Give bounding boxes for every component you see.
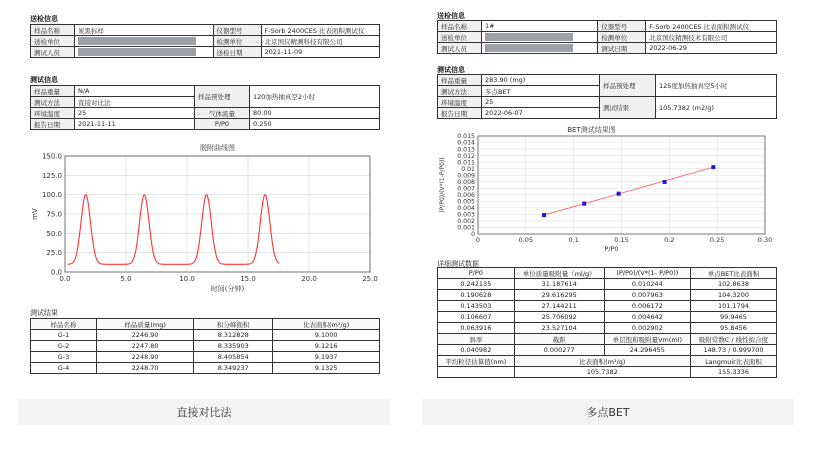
y-tick-label: 0.007 [457, 185, 475, 193]
data-point [711, 165, 715, 169]
table-cell: 0.190628 [438, 290, 515, 301]
table-cell: 8.312828 [194, 330, 273, 341]
y-tick-label: 0.008 [457, 178, 475, 186]
chart-title: 脱附曲线图 [200, 144, 235, 152]
y-axis-label: mV [31, 208, 39, 220]
y-tick-label: 0.004 [457, 205, 475, 213]
label: 送检单位 [31, 36, 75, 47]
x-tick-label: 0 [475, 236, 481, 244]
table-cell: 29.616295 [514, 290, 604, 301]
table-cell: 0.040982 [438, 345, 515, 356]
table-cell: 95.8456 [690, 323, 776, 334]
send-row [438, 32, 777, 43]
table-cell: 0.004642 [604, 312, 690, 323]
right-test-table [437, 74, 777, 119]
desorption-chart [25, 140, 385, 300]
label: 测试结果 [600, 97, 656, 119]
value: 直接对比法 [75, 97, 195, 108]
label: 样品重量 [438, 75, 482, 86]
y-tick-label: 0 [471, 231, 475, 239]
data-point [582, 202, 586, 206]
table-cell: 9.1216 [273, 341, 380, 352]
value: 120加热抽真空2小时 [250, 86, 380, 108]
left-test-table [30, 85, 380, 130]
label: 送检日期 [213, 47, 261, 58]
right-test-title: 测试信息 [437, 66, 465, 74]
table-row [31, 363, 380, 374]
table-cell: 0.106607 [438, 312, 515, 323]
label: 测试日期 [598, 43, 646, 54]
table-cell: 9.1325 [273, 363, 380, 374]
table-row [31, 352, 380, 363]
value: 2021-11-09 [261, 47, 380, 58]
table-row [438, 290, 777, 301]
left-test-title: 测试信息 [30, 76, 58, 84]
column-header: 单层饱和吸附量Vm(ml) [604, 334, 690, 345]
value: 25 [482, 97, 600, 108]
table-row [438, 301, 777, 312]
x-tick-label: 0.15 [614, 236, 629, 244]
send-row [438, 43, 777, 54]
value: 25 [75, 108, 195, 119]
y-tick-label: 0.005 [457, 198, 475, 206]
left-caption-text: 直接对比法 [176, 406, 232, 419]
table-row [438, 323, 777, 334]
right-send-table [437, 20, 777, 54]
table-row [31, 341, 380, 352]
table-cell: 102.8638 [690, 279, 776, 290]
summary-value-row [438, 367, 777, 378]
table-cell: 2246.90 [97, 330, 194, 341]
column-header: 截距 [514, 334, 604, 345]
label: P/P0 [195, 119, 250, 130]
label: 样品重量 [31, 86, 75, 97]
send-row [31, 25, 380, 36]
table-cell: 9.1000 [273, 330, 380, 341]
summary-header-row [438, 356, 777, 367]
y-tick-label: 75.0 [46, 210, 62, 219]
label: 环境温度 [31, 108, 75, 119]
table-cell: 24.296455 [604, 345, 690, 356]
left-send-table [30, 24, 380, 58]
x-axis-label: 时间(分钟) [210, 285, 245, 293]
y-tick-label: 0.011 [457, 159, 475, 167]
table-row [438, 279, 777, 290]
redacted-block [485, 33, 573, 41]
table-cell: 23.527104 [514, 323, 604, 334]
value: N/A [75, 86, 195, 97]
value [482, 32, 598, 43]
redacted-block [78, 37, 196, 45]
x-tick-label: 0.30 [757, 236, 773, 244]
value [75, 36, 214, 47]
label: 检测单位 [598, 32, 646, 43]
y-tick-label: 50.0 [46, 229, 62, 238]
y-tick-label: 25.0 [46, 249, 62, 258]
y-tick-label: 0.015 [457, 133, 475, 141]
label: 仪器型号 [598, 21, 646, 32]
table-cell: 2248.70 [97, 363, 194, 374]
x-tick-label: 5.0 [120, 275, 132, 283]
x-tick-label: 0.1 [568, 236, 579, 244]
right-caption [422, 399, 794, 425]
redacted-block [485, 44, 573, 52]
y-tick-label: 0.013 [457, 146, 475, 154]
label: 样品名称 [31, 25, 75, 36]
send-row [31, 36, 380, 47]
label: 测试方法 [438, 86, 482, 97]
table-cell: 31.187614 [514, 279, 604, 290]
value: 283.90 (mg) [482, 75, 600, 86]
table-cell: 27.144211 [514, 301, 604, 312]
column-header: 样品质量(mg) [97, 319, 194, 330]
table-cell [438, 367, 515, 378]
data-point [663, 180, 667, 184]
label: 样品名称 [438, 21, 482, 32]
y-axis-label: (P/P0)/(V*(1-P/P0)) [439, 157, 446, 213]
table-cell: 0.000277 [514, 345, 604, 356]
column-header: 平均粒径估算值(nm) [438, 356, 515, 367]
label: 报告日期 [31, 119, 75, 130]
bet-chart [432, 124, 787, 259]
value: 北京国仪精测技术有限公司 [646, 32, 777, 43]
x-tick-label: 25.0 [362, 275, 378, 283]
column-header: P/P0 [438, 268, 515, 279]
table-cell: 0.007963 [604, 290, 690, 301]
table-cell: 9.1937 [273, 352, 380, 363]
column-header: Langmuir比表面积 [690, 356, 776, 367]
send-row [31, 47, 380, 58]
y-tick-label: 0.001 [457, 224, 475, 232]
table-cell: G-4 [31, 363, 97, 374]
data-point [617, 192, 621, 196]
value: F-Sorb 2400CES 比表面积测试仪 [646, 21, 777, 32]
x-tick-label: 0.0 [59, 275, 71, 283]
table-cell: 25.706092 [514, 312, 604, 323]
column-header: 单位质量吸附量（ml/g） [514, 268, 604, 279]
label: 测试人员 [438, 43, 482, 54]
y-tick-label: 0.014 [457, 139, 475, 147]
table-cell: 99.9465 [690, 312, 776, 323]
label: 样品预处理 [195, 86, 250, 108]
detail-header-row [438, 268, 777, 279]
data-point [542, 213, 546, 217]
x-tick-label: 0.25 [709, 236, 725, 244]
x-tick-label: 0.2 [664, 236, 675, 244]
right-detail-title: 详细测试数据 [437, 260, 479, 268]
x-axis-label: P/P0 [604, 245, 619, 253]
table-cell: 148.73 / 0.999700 [690, 345, 776, 356]
result-header-row [31, 319, 380, 330]
label: 样品预处理 [600, 75, 656, 97]
table-cell: 0.010244 [604, 279, 690, 290]
label: 报告日期 [438, 108, 482, 119]
column-header: 样品名称 [31, 319, 97, 330]
left-caption [18, 399, 390, 425]
label: 送检单位 [438, 32, 482, 43]
fit-value-row [438, 345, 777, 356]
value: 125度加热抽真空5小时 [656, 75, 777, 97]
right-report [432, 8, 787, 398]
y-tick-label: 125.0 [41, 171, 62, 180]
y-tick-label: 0.002 [457, 218, 475, 226]
value: 80.00 [250, 108, 380, 119]
table-cell: 0.006172 [604, 301, 690, 312]
label: 测试方法 [31, 97, 75, 108]
y-tick-label: 0.009 [457, 172, 475, 180]
table-cell: 8.349237 [194, 363, 273, 374]
x-tick-label: 15.0 [240, 275, 256, 283]
y-tick-label: 0.0 [50, 268, 62, 277]
desorption-series-line [67, 195, 279, 265]
table-cell: 2248.90 [97, 352, 194, 363]
value: F-Sorb 2400CES 比表面积测试仪 [261, 25, 380, 36]
table-cell: 8.405854 [194, 352, 273, 363]
table-cell: 155.3336 [690, 367, 776, 378]
value: 105.7382 (m2/g) [656, 97, 777, 119]
table-cell: 104.3200 [690, 290, 776, 301]
y-tick-label: 0.003 [457, 211, 475, 219]
x-tick-label: 0.05 [518, 236, 534, 244]
left-result-table [30, 318, 380, 374]
y-tick-label: 0.006 [457, 192, 475, 199]
table-cell: 8.335903 [194, 341, 273, 352]
column-header: (P/P0)/(V*(1- P/P0)) [604, 268, 690, 279]
column-header: 斜率 [438, 334, 515, 345]
left-send-title: 送检信息 [30, 15, 58, 23]
chart-title: BET测试结果图 [567, 126, 616, 134]
column-header: 比表面积(m²/g) [514, 356, 690, 367]
y-tick-label: 0.01 [461, 165, 475, 173]
left-report [25, 8, 385, 398]
table-cell: G-3 [31, 352, 97, 363]
column-header: 积分峰面积 [194, 319, 273, 330]
table-cell: 0.063916 [438, 323, 515, 334]
column-header: 单点BET比表面积 [690, 268, 776, 279]
table-cell: G-1 [31, 330, 97, 341]
value: 炭黑标样 [75, 25, 214, 36]
table-row [438, 312, 777, 323]
send-row [438, 21, 777, 32]
value: 0.250 [250, 119, 380, 130]
fit-header-row [438, 334, 777, 345]
x-tick-label: 20.0 [301, 275, 317, 283]
table-cell: 2247.80 [97, 341, 194, 352]
column-header: 吸附常数C / 线性拟合度 [690, 334, 776, 345]
label: 仪器型号 [213, 25, 261, 36]
value: 2022-06-07 [482, 108, 600, 119]
table-cell: 105.7382 [514, 367, 690, 378]
table-cell: G-2 [31, 341, 97, 352]
value: 2021-11-11 [75, 119, 195, 130]
column-header: 比表面积(m²/g) [273, 319, 380, 330]
value: 1# [482, 21, 598, 32]
table-cell: 0.242135 [438, 279, 515, 290]
label: 检测单位 [213, 36, 261, 47]
value: 多点BET [482, 86, 600, 97]
table-cell: 0.002902 [604, 323, 690, 334]
y-tick-label: 150.0 [41, 152, 62, 161]
redacted-block [78, 48, 196, 56]
label: 环境温度 [438, 97, 482, 108]
left-result-title: 测试结果 [30, 309, 58, 317]
x-tick-label: 10.0 [179, 275, 195, 283]
label: 测试人员 [31, 47, 75, 58]
value [482, 43, 598, 54]
y-tick-label: 100.0 [41, 191, 62, 200]
value [75, 47, 214, 58]
y-tick-label: 0.012 [457, 152, 475, 160]
right-send-title: 送检信息 [437, 12, 465, 20]
table-row [31, 330, 380, 341]
value: 2022-06-29 [646, 43, 777, 54]
table-cell: 0.143503 [438, 301, 515, 312]
table-cell: 101.1794 [690, 301, 776, 312]
label: 气体流量 [195, 108, 250, 119]
right-detail-table [437, 267, 777, 378]
right-caption-text: 多点BET [586, 406, 630, 419]
value: 北京国仪精测科技有限公司 [261, 36, 380, 47]
